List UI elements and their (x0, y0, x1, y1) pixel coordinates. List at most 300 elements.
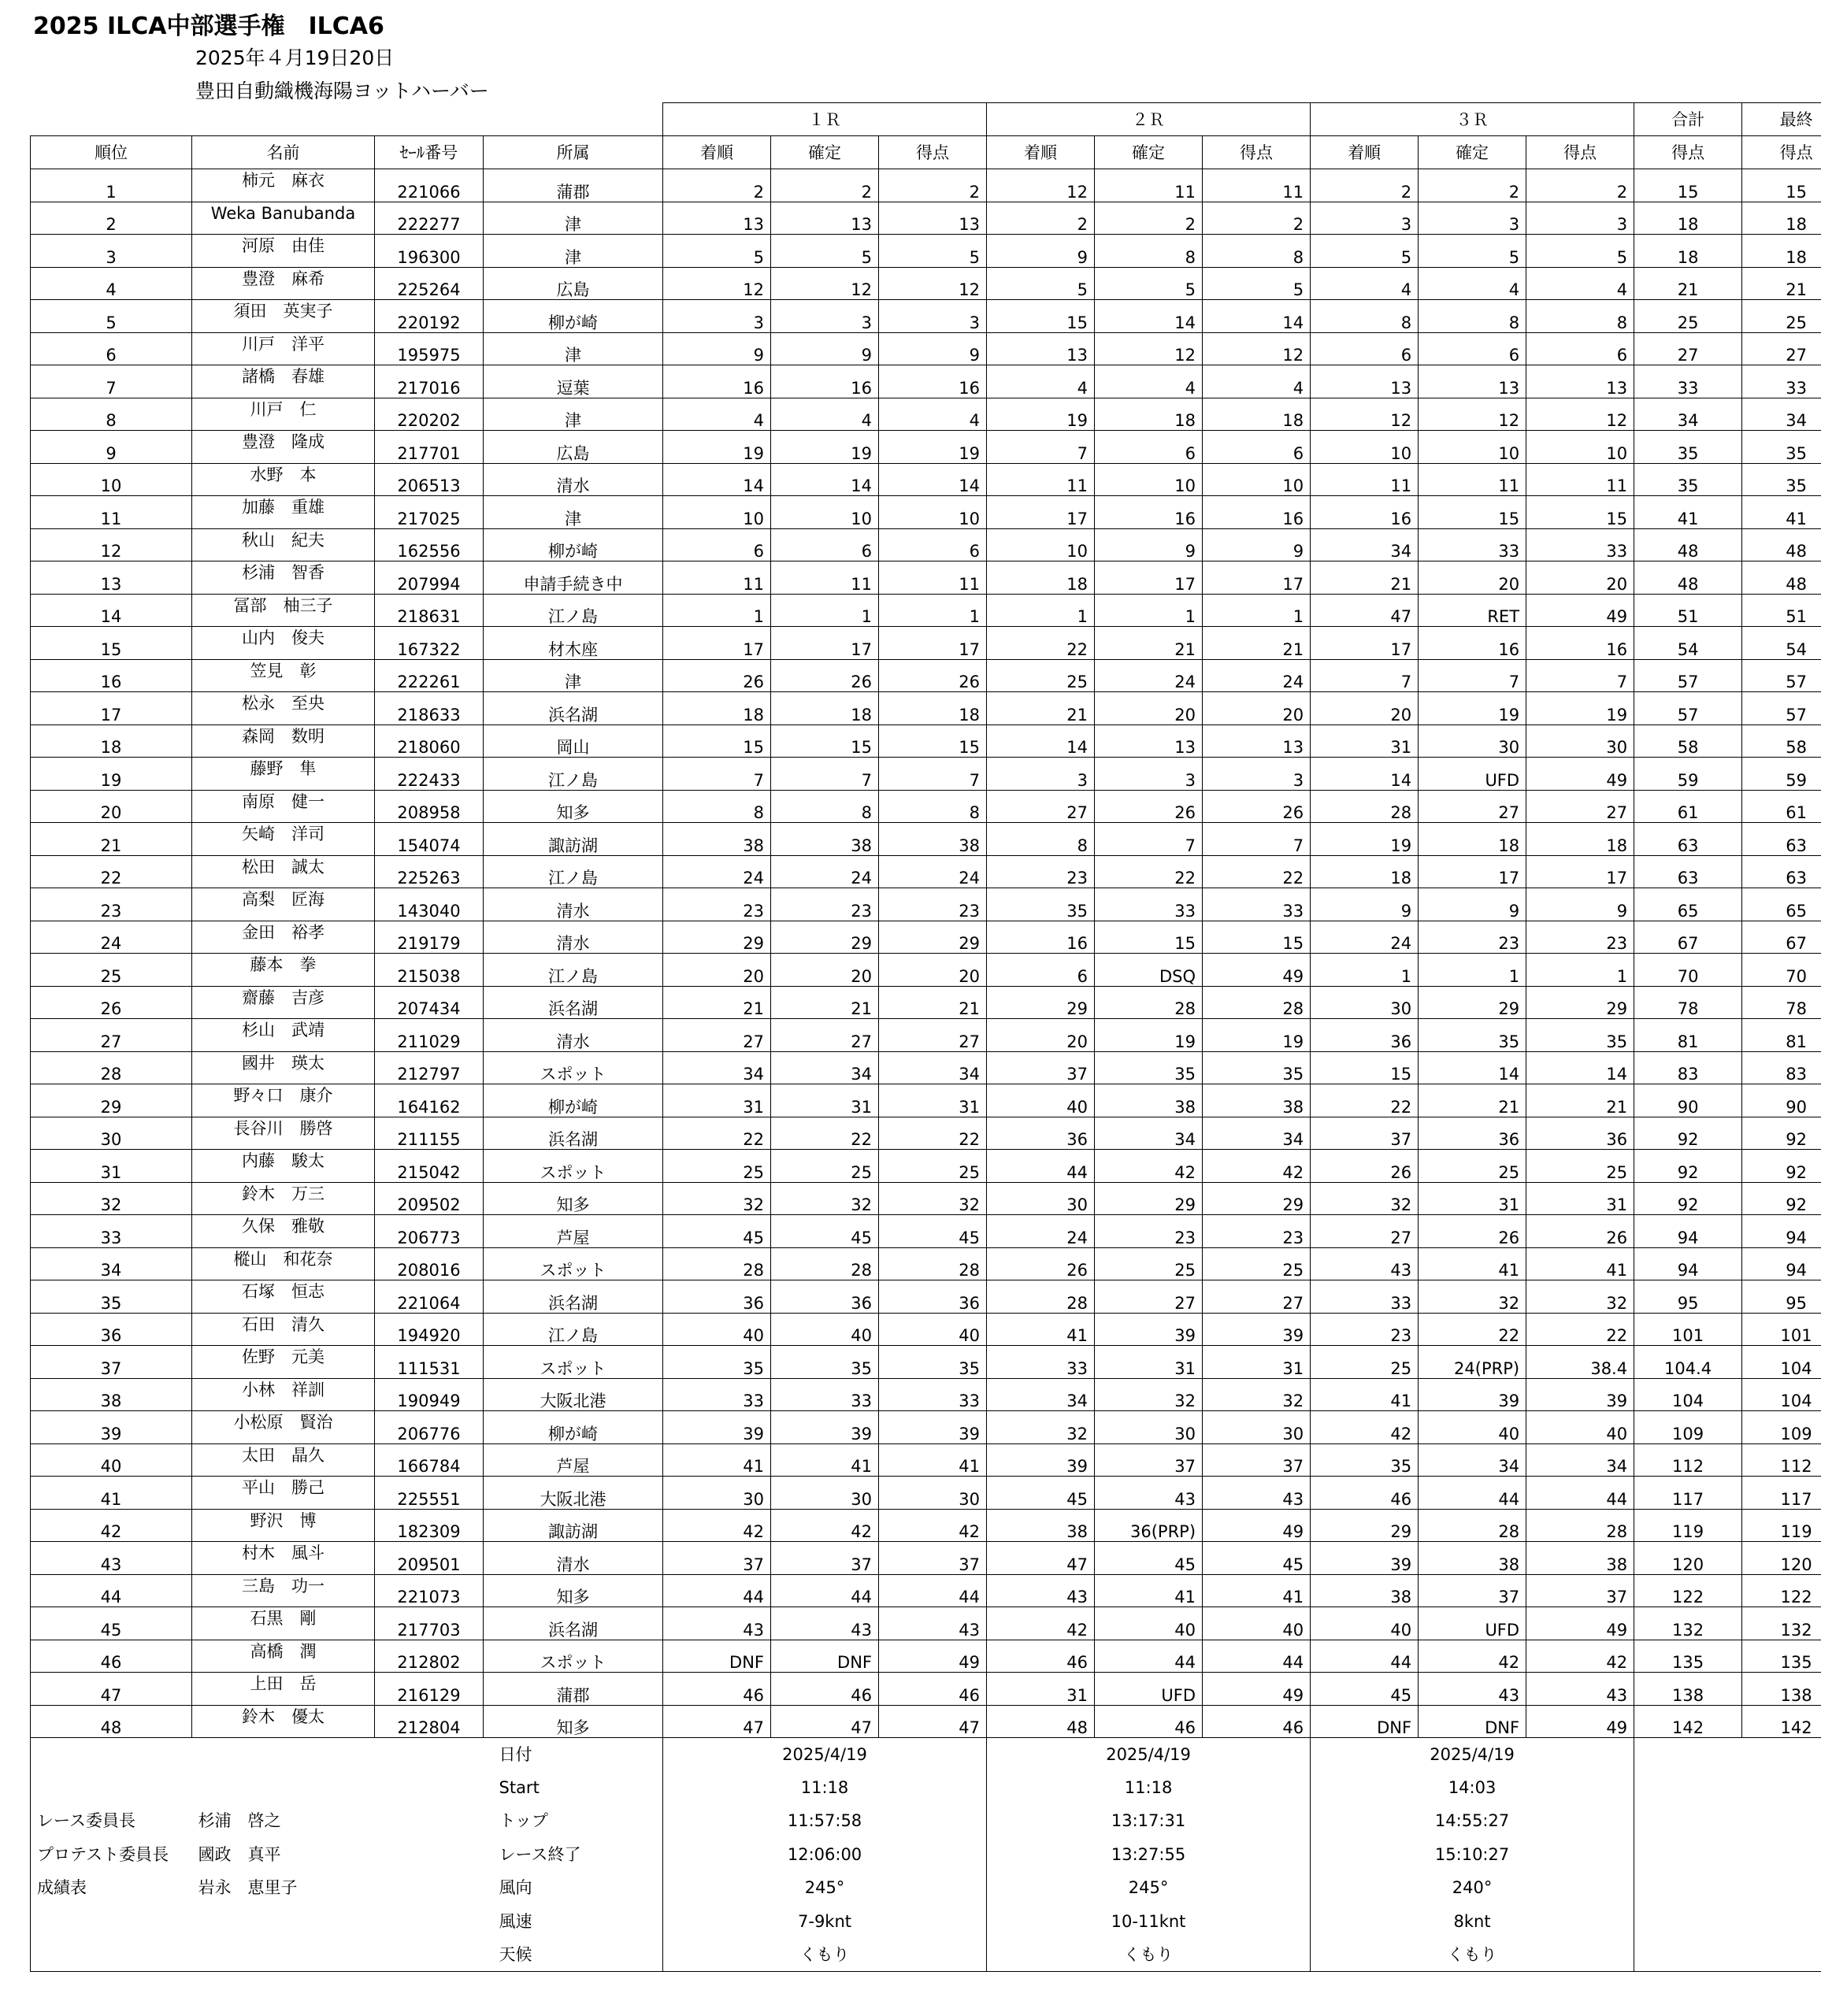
footer-empty (1634, 1904, 1821, 1937)
r3-points-cell: 22 (1526, 1313, 1634, 1346)
r1-finish-cell: 13 (663, 202, 771, 235)
r1-points-cell: 4 (879, 398, 987, 431)
r1-points-cell: 3 (879, 300, 987, 333)
club-cell: 諏訪湖 (484, 1509, 663, 1542)
r2-confirmed-cell: 1 (1095, 594, 1203, 627)
r3-confirmed-cell: 1 (1419, 954, 1526, 987)
r1-points-cell: 49 (879, 1640, 987, 1673)
r2-confirmed-cell: 32 (1095, 1378, 1203, 1411)
name-cell: 鈴木 万三 (192, 1182, 375, 1215)
sail-number-cell: 217703 (375, 1607, 484, 1640)
rank-cell: 26 (31, 986, 192, 1019)
total-points-cell: 57 (1634, 692, 1742, 725)
rank-cell: 9 (31, 431, 192, 464)
r2-points-cell: 17 (1203, 561, 1311, 595)
table-row (31, 332, 1821, 365)
r3-confirmed-cell: 29 (1419, 986, 1526, 1019)
final-points-cell: 48 (1742, 561, 1821, 595)
table-row (31, 365, 1821, 398)
name-cell: 藤本 拳 (192, 954, 375, 987)
table-row (31, 1346, 1821, 1379)
r2-points-cell: 12 (1203, 332, 1311, 365)
club-cell: 津 (484, 202, 663, 235)
sail-number-cell: 167322 (375, 627, 484, 660)
rank-cell: 34 (31, 1247, 192, 1280)
r1-points-cell: 34 (879, 1051, 987, 1084)
name-cell: 松田 誠太 (192, 855, 375, 888)
table-row (31, 659, 1821, 692)
sail-number-cell: 211155 (375, 1117, 484, 1150)
r1-finish-cell: 19 (663, 431, 771, 464)
sail-number-cell: 217701 (375, 431, 484, 464)
column-header: 着順 (987, 136, 1095, 169)
table-row (31, 1673, 1821, 1706)
r3-points-cell: 14 (1526, 1051, 1634, 1084)
r1-finish-cell: 4 (663, 398, 771, 431)
r1-confirmed-cell: 27 (771, 1019, 879, 1052)
results-table (30, 102, 1821, 1972)
r3-points-cell: 17 (1526, 855, 1634, 888)
r3-points-cell: 42 (1526, 1640, 1634, 1673)
r2-points-cell: 29 (1203, 1182, 1311, 1215)
r3-finish-cell: 20 (1311, 692, 1419, 725)
table-row (31, 1477, 1821, 1510)
r2-points-cell: 23 (1203, 1215, 1311, 1248)
r3-points-cell: 31 (1526, 1182, 1634, 1215)
total-points-cell: 92 (1634, 1150, 1742, 1183)
r3-confirmed-cell: 33 (1419, 528, 1526, 561)
final-header: 最終 (1742, 103, 1821, 136)
r2-finish-cell: 2 (987, 202, 1095, 235)
r3-points-cell: 39 (1526, 1378, 1634, 1411)
table-row (31, 1640, 1821, 1673)
final-points-cell: 90 (1742, 1084, 1821, 1117)
rank-cell: 37 (31, 1346, 192, 1379)
sail-number-cell: 215042 (375, 1150, 484, 1183)
race-1-header: １Ｒ (663, 103, 987, 136)
r1-confirmed-cell: 37 (771, 1542, 879, 1575)
r3-confirmed-cell: 3 (1419, 202, 1526, 235)
rank-cell: 46 (31, 1640, 192, 1673)
total-points-cell: 35 (1634, 431, 1742, 464)
table-row (31, 169, 1821, 202)
rank-cell: 32 (31, 1182, 192, 1215)
table-row (31, 1378, 1821, 1411)
officer-name: 岩永 恵里子 (198, 1878, 298, 1898)
table-row (31, 1117, 1821, 1150)
r3-finish-cell: 39 (1311, 1542, 1419, 1575)
total-points-cell: 15 (1634, 169, 1742, 202)
total-points-cell: 35 (1634, 463, 1742, 496)
rank-cell: 43 (31, 1542, 192, 1575)
r2-points-cell: 28 (1203, 986, 1311, 1019)
r2-points-cell: 24 (1203, 659, 1311, 692)
r3-confirmed-cell: 37 (1419, 1574, 1526, 1607)
rank-cell: 28 (31, 1051, 192, 1084)
column-header: 確定 (771, 136, 879, 169)
r1-finish-cell: 46 (663, 1673, 771, 1706)
r2-confirmed-cell: 23 (1095, 1215, 1203, 1248)
r1-finish-cell: 23 (663, 888, 771, 921)
race-1-info: 7-9knt (663, 1904, 987, 1937)
r1-finish-cell: 42 (663, 1509, 771, 1542)
sail-number-cell: 222277 (375, 202, 484, 235)
r1-confirmed-cell: 45 (771, 1215, 879, 1248)
r3-finish-cell: 35 (1311, 1443, 1419, 1477)
r2-points-cell: 46 (1203, 1705, 1311, 1738)
footer-label: 風向 (484, 1871, 663, 1904)
total-points-cell: 25 (1634, 300, 1742, 333)
table-row (31, 463, 1821, 496)
name-cell: 河原 由佳 (192, 235, 375, 268)
r2-finish-cell: 21 (987, 692, 1095, 725)
r1-finish-cell: 31 (663, 1084, 771, 1117)
column-header: 確定 (1095, 136, 1203, 169)
total-points-cell: 33 (1634, 365, 1742, 398)
rank-cell: 6 (31, 332, 192, 365)
r1-confirmed-cell: 22 (771, 1117, 879, 1150)
club-cell: 広島 (484, 431, 663, 464)
r1-points-cell: 14 (879, 463, 987, 496)
club-cell: 逗葉 (484, 365, 663, 398)
r2-finish-cell: 1 (987, 594, 1095, 627)
r1-finish-cell: 43 (663, 1607, 771, 1640)
footer-label: 天候 (484, 1938, 663, 1971)
r3-finish-cell: 3 (1311, 202, 1419, 235)
r1-points-cell: 47 (879, 1705, 987, 1738)
name-cell: 森岡 数明 (192, 724, 375, 758)
r2-confirmed-cell: 6 (1095, 431, 1203, 464)
r2-finish-cell: 33 (987, 1346, 1095, 1379)
r2-points-cell: 8 (1203, 235, 1311, 268)
sail-number-cell: 225264 (375, 267, 484, 300)
rank-cell: 29 (31, 1084, 192, 1117)
rank-cell: 1 (31, 169, 192, 202)
sail-number-cell: 218631 (375, 594, 484, 627)
r1-finish-cell: 7 (663, 758, 771, 791)
r2-points-cell: 49 (1203, 1509, 1311, 1542)
rank-cell: 5 (31, 300, 192, 333)
club-cell: 津 (484, 398, 663, 431)
r1-points-cell: 13 (879, 202, 987, 235)
r1-points-cell: 8 (879, 790, 987, 823)
final-points-cell: 70 (1742, 954, 1821, 987)
r1-confirmed-cell: 16 (771, 365, 879, 398)
r2-points-cell: 10 (1203, 463, 1311, 496)
footer-row (31, 1838, 1821, 1871)
r2-confirmed-cell: 34 (1095, 1117, 1203, 1150)
r2-finish-cell: 36 (987, 1117, 1095, 1150)
final-points-cell: 59 (1742, 758, 1821, 791)
club-cell: 清水 (484, 1019, 663, 1052)
r1-confirmed-cell: 18 (771, 692, 879, 725)
r1-points-cell: 39 (879, 1411, 987, 1444)
r3-points-cell: 40 (1526, 1411, 1634, 1444)
r3-confirmed-cell: 6 (1419, 332, 1526, 365)
table-row (31, 202, 1821, 235)
footer-row (31, 1738, 1821, 1771)
r3-points-cell: 29 (1526, 986, 1634, 1019)
r3-confirmed-cell: 31 (1419, 1182, 1526, 1215)
total-points-cell: 63 (1634, 823, 1742, 856)
club-cell: 岡山 (484, 724, 663, 758)
r3-finish-cell: 45 (1311, 1673, 1419, 1706)
r1-finish-cell: 33 (663, 1378, 771, 1411)
r2-finish-cell: 9 (987, 235, 1095, 268)
r3-points-cell: 28 (1526, 1509, 1634, 1542)
r3-confirmed-cell: 18 (1419, 823, 1526, 856)
r1-finish-cell: 25 (663, 1150, 771, 1183)
sail-number-cell: 166784 (375, 1443, 484, 1477)
final-points-cell: 57 (1742, 659, 1821, 692)
sail-number-cell: 221073 (375, 1574, 484, 1607)
r3-finish-cell: 12 (1311, 398, 1419, 431)
r3-points-cell: 26 (1526, 1215, 1634, 1248)
r3-confirmed-cell: 15 (1419, 496, 1526, 529)
r3-confirmed-cell: 11 (1419, 463, 1526, 496)
footer-label: トップ (484, 1804, 663, 1837)
rank-cell: 24 (31, 921, 192, 954)
r1-points-cell: 12 (879, 267, 987, 300)
rank-cell: 38 (31, 1378, 192, 1411)
r3-points-cell: 49 (1526, 594, 1634, 627)
r2-finish-cell: 45 (987, 1477, 1095, 1510)
r2-confirmed-cell: 24 (1095, 659, 1203, 692)
club-cell: 申請手続き中 (484, 561, 663, 595)
table-row (31, 627, 1821, 660)
final-points-cell: 67 (1742, 921, 1821, 954)
sail-number-cell: 222433 (375, 758, 484, 791)
r1-confirmed-cell: 33 (771, 1378, 879, 1411)
name-cell: 諸橋 春雄 (192, 365, 375, 398)
r3-points-cell: 6 (1526, 332, 1634, 365)
name-cell: 柿元 麻衣 (192, 169, 375, 202)
r3-points-cell: 3 (1526, 202, 1634, 235)
race-2-info: くもり (987, 1938, 1311, 1971)
sail-number-cell: 206773 (375, 1215, 484, 1248)
footer-label: レース終了 (484, 1838, 663, 1871)
header-blank (31, 103, 663, 136)
column-header: 着順 (663, 136, 771, 169)
r1-confirmed-cell: 11 (771, 561, 879, 595)
final-points-cell: 83 (1742, 1051, 1821, 1084)
r3-finish-cell: 14 (1311, 758, 1419, 791)
r3-points-cell: 38 (1526, 1542, 1634, 1575)
r2-finish-cell: 35 (987, 888, 1095, 921)
r2-confirmed-cell: 44 (1095, 1640, 1203, 1673)
r2-finish-cell: 26 (987, 1247, 1095, 1280)
total-points-cell: 59 (1634, 758, 1742, 791)
club-cell: スポット (484, 1346, 663, 1379)
r1-confirmed-cell: 21 (771, 986, 879, 1019)
r1-confirmed-cell: 42 (771, 1509, 879, 1542)
r3-points-cell: 33 (1526, 528, 1634, 561)
r3-finish-cell: 23 (1311, 1313, 1419, 1346)
total-points-cell: 138 (1634, 1673, 1742, 1706)
r1-finish-cell: 28 (663, 1247, 771, 1280)
r3-confirmed-cell: 21 (1419, 1084, 1526, 1117)
r1-finish-cell: 39 (663, 1411, 771, 1444)
r1-finish-cell: 8 (663, 790, 771, 823)
r1-confirmed-cell: 10 (771, 496, 879, 529)
table-row (31, 1280, 1821, 1314)
r2-confirmed-cell: 21 (1095, 627, 1203, 660)
sail-number-cell: 206513 (375, 463, 484, 496)
r1-points-cell: 16 (879, 365, 987, 398)
r1-confirmed-cell: 47 (771, 1705, 879, 1738)
footer-spacer (375, 1904, 484, 1937)
r2-confirmed-cell: 37 (1095, 1443, 1203, 1477)
officer-role (31, 1938, 192, 1971)
r2-finish-cell: 40 (987, 1084, 1095, 1117)
name-cell: 矢崎 洋司 (192, 823, 375, 856)
r3-finish-cell: 31 (1311, 724, 1419, 758)
r2-finish-cell: 44 (987, 1150, 1095, 1183)
name-cell: 石黒 剛 (192, 1607, 375, 1640)
r2-confirmed-cell: 31 (1095, 1346, 1203, 1379)
rank-cell: 40 (31, 1443, 192, 1477)
final-points-cell: 35 (1742, 463, 1821, 496)
final-points-cell: 92 (1742, 1150, 1821, 1183)
total-header: 合計 (1634, 103, 1742, 136)
table-row (31, 823, 1821, 856)
final-points-cell: 78 (1742, 986, 1821, 1019)
r2-points-cell: 37 (1203, 1443, 1311, 1477)
r2-confirmed-cell: 36(PRP) (1095, 1509, 1203, 1542)
race-header-row (31, 103, 1821, 136)
r3-points-cell: 43 (1526, 1673, 1634, 1706)
sail-number-cell: 220192 (375, 300, 484, 333)
r1-confirmed-cell: 6 (771, 528, 879, 561)
r1-points-cell: 6 (879, 528, 987, 561)
officer-name (192, 1904, 375, 1937)
r3-confirmed-cell: 9 (1419, 888, 1526, 921)
sail-number-cell: 215038 (375, 954, 484, 987)
sail-number-cell: 207434 (375, 986, 484, 1019)
sail-number-cell: 190949 (375, 1378, 484, 1411)
footer-spacer (375, 1838, 484, 1871)
total-points-cell: 27 (1634, 332, 1742, 365)
r2-points-cell: 7 (1203, 823, 1311, 856)
r2-confirmed-cell: 38 (1095, 1084, 1203, 1117)
club-cell: 蒲郡 (484, 169, 663, 202)
r2-finish-cell: 10 (987, 528, 1095, 561)
footer-row (31, 1904, 1821, 1937)
final-points-cell: 104 (1742, 1346, 1821, 1379)
sail-number-cell: 154074 (375, 823, 484, 856)
club-cell: 浜名湖 (484, 1117, 663, 1150)
r2-points-cell: 25 (1203, 1247, 1311, 1280)
club-cell: 浜名湖 (484, 986, 663, 1019)
final-points-cell: 94 (1742, 1215, 1821, 1248)
footer-empty (1634, 1838, 1821, 1871)
name-cell: 冨部 柚三子 (192, 594, 375, 627)
r3-confirmed-cell: 23 (1419, 921, 1526, 954)
r1-confirmed-cell: 25 (771, 1150, 879, 1183)
r3-finish-cell: 47 (1311, 594, 1419, 627)
r2-confirmed-cell: 3 (1095, 758, 1203, 791)
r1-points-cell: 24 (879, 855, 987, 888)
r2-points-cell: 27 (1203, 1280, 1311, 1314)
final-points-cell: 34 (1742, 398, 1821, 431)
r2-points-cell: 3 (1203, 758, 1311, 791)
r2-points-cell: 4 (1203, 365, 1311, 398)
final-points-cell: 21 (1742, 267, 1821, 300)
table-row (31, 1705, 1821, 1738)
table-row (31, 790, 1821, 823)
r2-finish-cell: 18 (987, 561, 1095, 595)
r2-points-cell: 15 (1203, 921, 1311, 954)
footer-empty (1634, 1938, 1821, 1971)
rank-cell: 12 (31, 528, 192, 561)
r3-confirmed-cell: 38 (1419, 1542, 1526, 1575)
r3-confirmed-cell: 34 (1419, 1443, 1526, 1477)
column-header: 得点 (1634, 136, 1742, 169)
r2-confirmed-cell: 12 (1095, 332, 1203, 365)
r1-confirmed-cell: 32 (771, 1182, 879, 1215)
r2-finish-cell: 30 (987, 1182, 1095, 1215)
name-cell: 野々口 康介 (192, 1084, 375, 1117)
r3-confirmed-cell: 25 (1419, 1150, 1526, 1183)
r3-points-cell: 36 (1526, 1117, 1634, 1150)
r3-points-cell: 21 (1526, 1084, 1634, 1117)
r1-confirmed-cell: 26 (771, 659, 879, 692)
name-cell: 笠見 彰 (192, 659, 375, 692)
club-cell: 清水 (484, 921, 663, 954)
name-cell: 水野 本 (192, 463, 375, 496)
r3-confirmed-cell: 4 (1419, 267, 1526, 300)
club-cell: 柳が崎 (484, 1084, 663, 1117)
r2-points-cell: 45 (1203, 1542, 1311, 1575)
name-cell: 杉浦 智香 (192, 561, 375, 595)
r1-finish-cell: 24 (663, 855, 771, 888)
r2-finish-cell: 15 (987, 300, 1095, 333)
name-cell: 村木 風斗 (192, 1542, 375, 1575)
total-points-cell: 119 (1634, 1509, 1742, 1542)
r3-confirmed-cell: 36 (1419, 1117, 1526, 1150)
r2-confirmed-cell: 15 (1095, 921, 1203, 954)
r2-confirmed-cell: 10 (1095, 463, 1203, 496)
total-points-cell: 95 (1634, 1280, 1742, 1314)
name-cell: 小松原 賢治 (192, 1411, 375, 1444)
r1-points-cell: 25 (879, 1150, 987, 1183)
r2-finish-cell: 19 (987, 398, 1095, 431)
r1-finish-cell: 34 (663, 1051, 771, 1084)
sail-number-cell: 208958 (375, 790, 484, 823)
r2-points-cell: 22 (1203, 855, 1311, 888)
r2-points-cell: 30 (1203, 1411, 1311, 1444)
club-cell: スポット (484, 1247, 663, 1280)
r1-confirmed-cell: 43 (771, 1607, 879, 1640)
r1-finish-cell: 47 (663, 1705, 771, 1738)
total-points-cell: 78 (1634, 986, 1742, 1019)
r2-finish-cell: 28 (987, 1280, 1095, 1314)
sail-number-cell: 222261 (375, 659, 484, 692)
r2-confirmed-cell: 30 (1095, 1411, 1203, 1444)
r1-finish-cell: 44 (663, 1574, 771, 1607)
r1-finish-cell: 9 (663, 332, 771, 365)
total-points-cell: 65 (1634, 888, 1742, 921)
r1-finish-cell: 32 (663, 1182, 771, 1215)
footer-spacer (375, 1771, 484, 1804)
race-3-info: 15:10:27 (1311, 1838, 1634, 1871)
race-2-header: ２Ｒ (987, 103, 1311, 136)
total-points-cell: 101 (1634, 1313, 1742, 1346)
table-row (31, 1607, 1821, 1640)
name-cell: 石田 清久 (192, 1313, 375, 1346)
r2-finish-cell: 16 (987, 921, 1095, 954)
rank-cell: 25 (31, 954, 192, 987)
